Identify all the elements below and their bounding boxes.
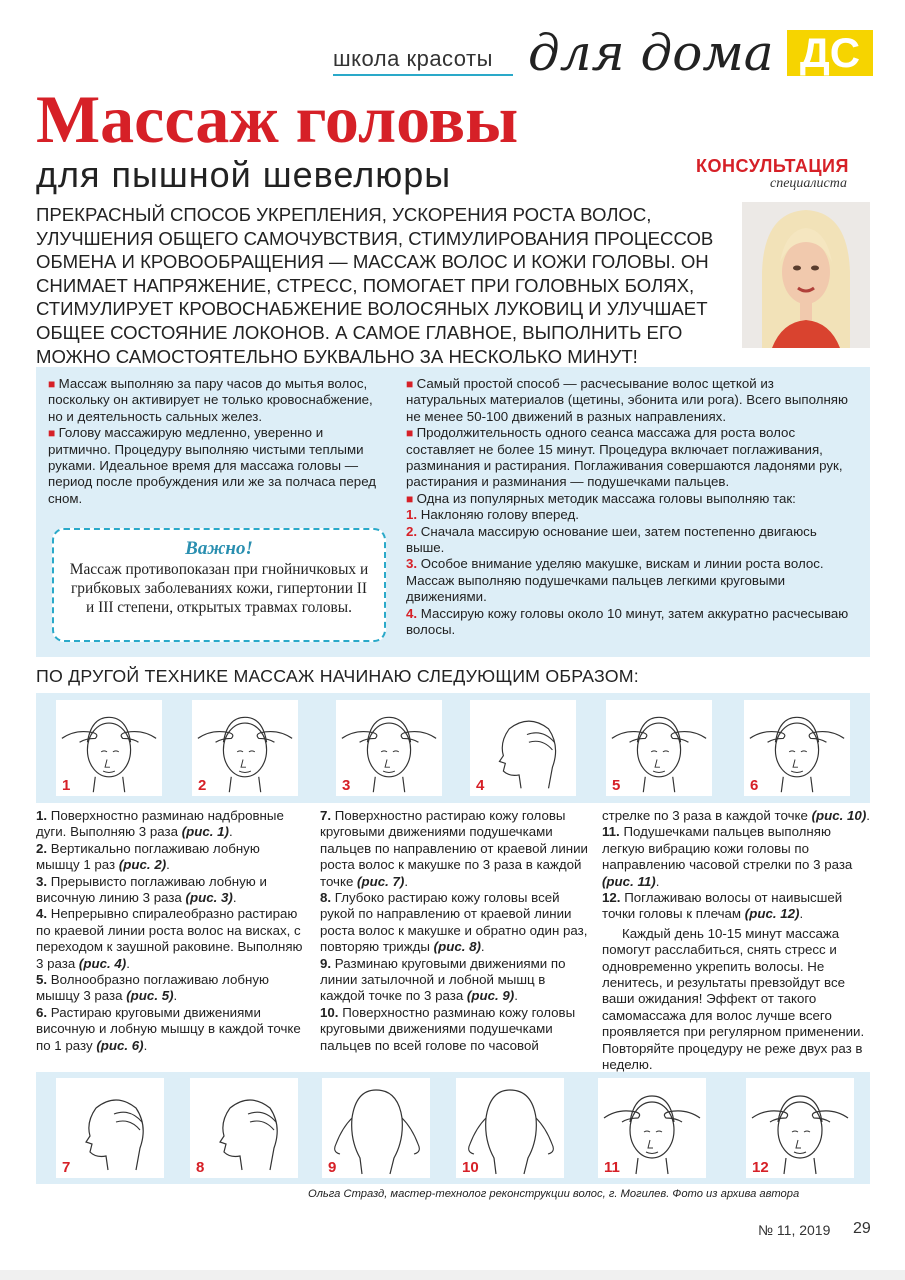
right-paragraph-1: Самый простой способ — расчесывание волос щеткой из натуральных материалов (щетины, эбонита или рога). Всего выполняю не менее 50-100 движений в разных направлениях. (406, 376, 848, 424)
bullet-icon: ■ (48, 377, 59, 391)
steps-column-3 (602, 808, 870, 1074)
figure-number: 5 (612, 777, 621, 794)
important-title: Важно! (185, 538, 253, 559)
massage-figure-10 (456, 1078, 564, 1178)
lead-paragraph: ПРЕКРАСНЫЙ СПОСОБ УКРЕПЛЕНИЯ, УСКОРЕНИЯ РОСТА ВОЛОС, УЛУЧШЕНИЯ ОБЩЕГО САМОЧУВСТВИЯ, СТИМУЛИРОВАНИЯ ПРОЦЕССОВ ОБМЕНА И КРОВООБРАЩЕНИЯ — МАССАЖ ВОЛОС И КОЖИ ГОЛОВЫ. ОН СНИМАЕТ НАПРЯЖЕНИЕ, СТРЕСС, ПОМОГАЕТ ПРИ ГОЛОВНЫХ БОЛЯХ, СТИМУЛИРУЕТ КРОВОСНАБЖЕНИЕ ВОЛОСЯНЫХ ЛУКОВИЦ И УЛУЧШАЕТ ОБЩЕЕ СОСТОЯНИЕ ЛОКОНОВ. А САМОЕ ГЛАВНОЕ, ВЫПОЛНИТЬ ЕГО МОЖНО САМОСТОЯТЕЛЬНО БУКВАЛЬНО ЗА НЕСКОЛЬКО МИНУТ! (36, 204, 714, 367)
right-column (406, 376, 856, 639)
technique-heading: ПО ДРУГОЙ ТЕХНИКЕ МАССАЖ НАЧИНАЮ СЛЕДУЮЩИМ ОБРАЗОМ: (36, 666, 639, 686)
specialist-label: специалиста (770, 176, 848, 191)
head-illustration (192, 700, 298, 796)
method-step: 1. Наклоняю голову вперед. (406, 507, 579, 523)
page-bottom-edge (0, 1270, 905, 1280)
figure-number: 10 (462, 1159, 479, 1176)
left-paragraph-2: Голову массажирую медленно, уверенно и ритмично. Процедуру выполняю чистыми теплыми руками. Идеальное время для массажа головы — период после пробуждения или же за полчаса перед сном. (48, 425, 377, 506)
rubric-title: для дома (528, 24, 774, 82)
bullet-icon: ■ (406, 426, 417, 441)
head-illustration (744, 700, 850, 796)
section-underline (333, 74, 513, 76)
figure-number: 4 (476, 777, 485, 794)
head-illustration (56, 1078, 164, 1178)
figure-number: 12 (752, 1159, 769, 1176)
massage-figure-9 (322, 1078, 430, 1178)
figure-number: 3 (342, 777, 351, 794)
massage-figure-4 (470, 700, 576, 796)
bullet-icon: ■ (406, 377, 417, 391)
page-number: 29 (853, 1220, 871, 1237)
method-step: 3. Особое внимание уделяю макушке, вискам и линии роста волос. Массаж выполняю подушечками пальцев легкими круговыми движениями. (406, 556, 824, 605)
massage-figure-12 (746, 1078, 854, 1178)
massage-figure-3 (336, 700, 442, 796)
step-item: 11. Подушечками пальцев выполняю легкую вибрацию кожи головы по направлению часовой стрелки по 3 раза (рис. 11). (602, 824, 853, 889)
step-continuation: стрелке по 3 раза в каждой точке (рис. 10). (602, 808, 870, 823)
head-illustration (336, 700, 442, 796)
massage-figure-7 (56, 1078, 164, 1178)
important-box (52, 528, 386, 642)
important-text: Массаж противопоказан при гнойничковых и грибковых заболеваниях кожи, гипертонии II и III степени, открытых травмах головы. (69, 561, 369, 616)
bullet-icon: ■ (406, 491, 417, 506)
left-paragraph-1: Массаж выполняю за пару часов до мытья волос, поскольку он активирует не только кровоснабжение, но и деятельность сальных желез. (48, 376, 373, 424)
bullet-icon: ■ (48, 426, 59, 441)
massage-figure-6 (744, 700, 850, 796)
head-illustration (606, 700, 712, 796)
massage-figure-11 (598, 1078, 706, 1178)
massage-figure-2 (192, 700, 298, 796)
final-paragraph: Каждый день 10-15 минут массажа помогут расслабиться, снять стресс и одновременно укрепить волосы. Не ленитесь, и результаты превзойдут все ваши ожидания! Эффект от такого самомассажа для волос лучше всего проявляется при регулярном применении. Повторяйте процедуру не реже двух раз в неделю. (602, 925, 865, 1073)
head-illustration (470, 700, 576, 796)
right-paragraph-2: Продолжительность одного сеанса массажа для роста волос составляет не более 15 минут. Процедура включает поглаживания, разминания и растирания. Поглаживания совершаются ладонями рук, растирания и разминания — подушечками пальцев. (406, 425, 843, 490)
method-step: 4. Массирую кожу головы около 10 минут, затем аккуратно расчесываю волосы. (406, 605, 849, 638)
figure-number: 1 (62, 777, 71, 794)
head-illustration (56, 700, 162, 796)
left-column (48, 376, 386, 507)
step-item: 7. Поверхностно растираю кожу головы круговыми движениями подушечками пальцев по направлению от краевой линии роста волос к макушке по 3 раза в каждой точке (рис. 7). (320, 808, 588, 889)
consultation-label: КОНСУЛЬТАЦИЯ (696, 156, 849, 176)
figure-number: 11 (604, 1159, 620, 1176)
figure-number: 6 (750, 777, 759, 794)
steps-column-1 (36, 808, 306, 1054)
step-item: 1. Поверхностно разминаю надбровные дуги. Выполняю 3 раза (рис. 1). (36, 808, 284, 840)
step-item: 3. Прерывисто поглаживаю лобную и височную линию 3 раза (рис. 3). (36, 873, 267, 906)
figure-number: 8 (196, 1159, 205, 1176)
issue-number: № 11, 2019 (758, 1222, 831, 1238)
step-item: 9. Разминаю круговыми движениями по линии затылочной и лобной мышц в каждой точке по 3 раза (рис. 9). (320, 955, 566, 1004)
step-item: 5. Волнообразно поглаживаю лобную мышцу 3 раза (рис. 5). (36, 972, 269, 1004)
method-step: 2. Сначала массирую основание шеи, затем постепенно двигаюсь выше. (406, 523, 817, 556)
author-credit: Ольга Стразд, мастер-технолог реконструкции волос, г. Могилев. Фото из архива автора (308, 1188, 800, 1200)
step-item: 2. Вертикально поглаживаю лобную мышцу 1 раз (рис. 2). (36, 840, 260, 873)
figure-number: 2 (198, 777, 207, 794)
figure-number: 9 (328, 1159, 337, 1176)
right-paragraph-3: Одна из популярных методик массажа головы выполняю так: (416, 490, 796, 506)
step-item: 10. Поверхностно разминаю кожу головы круговыми движениями подушечками пальцев по всей голове по часовой (320, 1004, 576, 1053)
step-item: 12. Поглаживаю волосы от наивысшей точки головы к плечам (рис. 12). (602, 890, 843, 922)
article-title: Массаж головы (36, 81, 519, 157)
head-illustration (190, 1078, 298, 1178)
step-item: 4. Непрерывно спиралеобразно растираю по краевой линии роста волос на висках, с переходом к заушной раковине. Выполняю 3 раза (рис. 4). (36, 906, 303, 971)
step-item: 8. Глубоко растираю кожу головы всей рукой по направлению от краевой линии роста волос к макушке и обратно один раз, повторяю трижды (рис. 8). (320, 890, 588, 955)
article-subtitle: для пышной шевелюры (36, 154, 452, 195)
figure-number: 7 (62, 1159, 71, 1176)
magazine-logo: ДС (787, 30, 873, 76)
massage-figure-8 (190, 1078, 298, 1178)
section-label: школа красоты (333, 46, 493, 71)
step-item: 6. Растираю круговыми движениями височную и лобную мышцу в каждой точке по 1 разу (рис. 6). (36, 1004, 301, 1053)
massage-figure-1 (56, 700, 162, 796)
head-illustration (322, 1078, 430, 1178)
steps-column-2 (320, 808, 590, 1054)
massage-figure-5 (606, 700, 712, 796)
author-photo (742, 202, 870, 348)
